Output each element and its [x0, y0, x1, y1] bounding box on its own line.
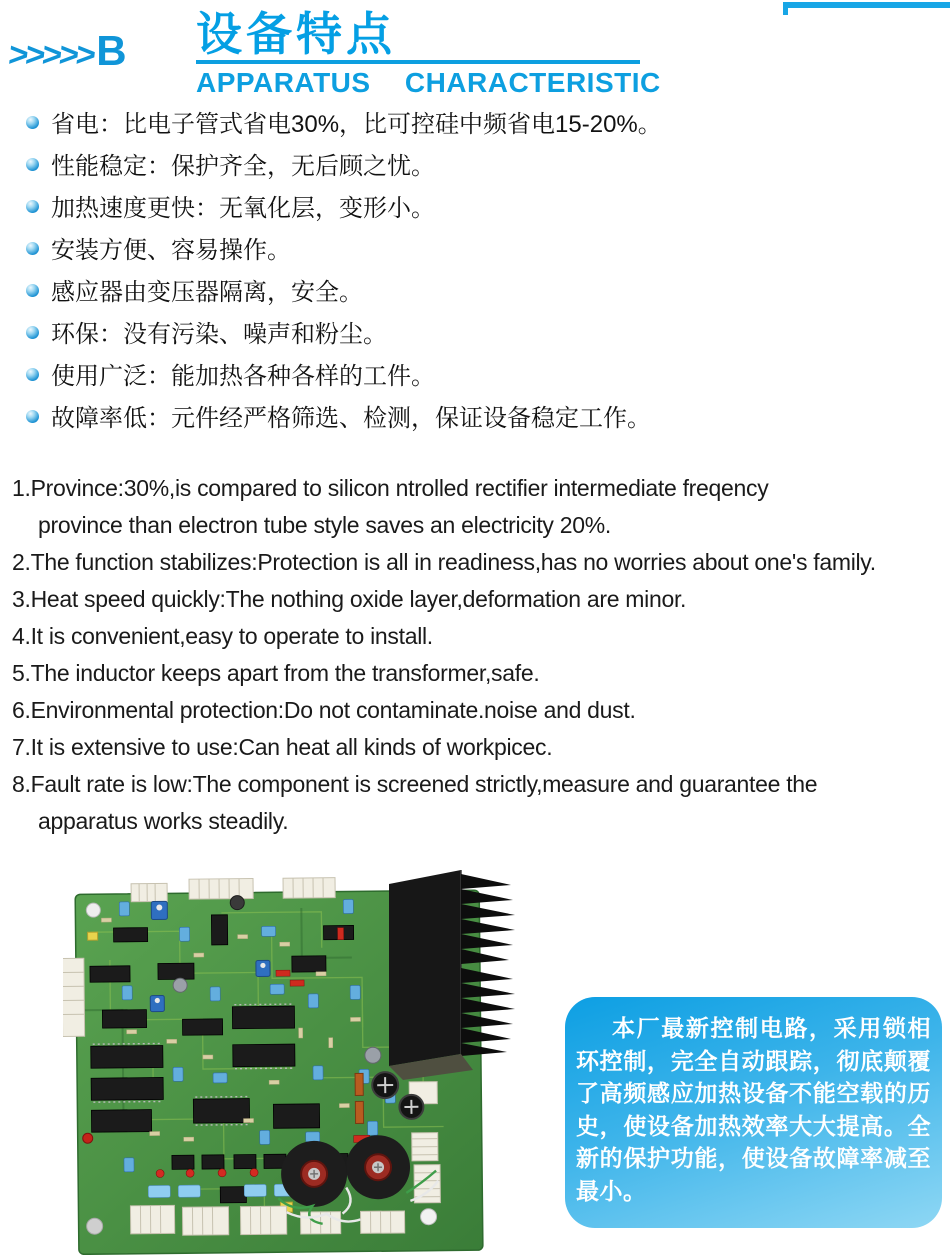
feature-text: 省电：比电子管式省电30%，比可控硅中频省电15-20%。	[51, 110, 662, 138]
english-feature-line: 3.Heat speed quickly:The nothing oxide layer,deformation are minor.	[12, 586, 687, 612]
sphere-bullet-icon	[26, 284, 39, 297]
feature-list-english	[12, 470, 946, 840]
sphere-bullet-icon	[26, 200, 39, 213]
info-callout-box	[565, 997, 942, 1228]
feature-item	[26, 226, 926, 268]
info-callout-text: 本厂最新控制电路，采用锁相环控制，完全自动跟踪，彻底颠覆了高频感应加热设备不能空载的历史，使设备加热效率大大提高。全新的保护功能，使设备故障率减至最小。	[576, 1015, 931, 1204]
feature-text: 使用广泛：能加热各种各样的工件。	[51, 362, 435, 390]
feature-item	[26, 394, 926, 436]
section-marker	[6, 27, 127, 74]
feature-item	[26, 352, 926, 394]
sphere-bullet-icon	[26, 242, 39, 255]
feature-list-chinese	[26, 100, 926, 436]
sphere-bullet-icon	[26, 410, 39, 423]
feature-item	[26, 310, 926, 352]
english-feature-line: 6.Environmental protection:Do not contaminate.noise and dust.	[12, 697, 636, 723]
section-letter: B	[96, 27, 127, 74]
heatsink	[389, 870, 515, 1080]
english-feature-line: 1.Province:30%,is compared to silicon ntrolled rectifier intermediate freqency	[12, 475, 769, 501]
chevrons-icon: >>>>>	[6, 36, 95, 74]
feature-text: 感应器由变压器隔离，安全。	[51, 278, 363, 306]
top-right-accent-bar-stub	[783, 2, 788, 15]
english-feature-line: apparatus works steadily.	[38, 808, 289, 834]
english-feature-line: 2.The function stabilizes:Protection is all in readiness,has no worries about one's family.	[12, 549, 876, 575]
english-feature-line: 8.Fault rate is low:The component is screened strictly,measure and guarantee the	[12, 771, 818, 797]
page-title	[196, 8, 661, 99]
sphere-bullet-icon	[26, 116, 39, 129]
page-title-english: APPARATUS CHARACTERISTIC	[196, 67, 661, 99]
feature-text: 故障率低：元件经严格筛选、检测，保证设备稳定工作。	[51, 404, 651, 432]
sphere-bullet-icon	[26, 368, 39, 381]
english-feature-line: 7.It is extensive to use:Can heat all kinds of workpicec.	[12, 734, 553, 760]
english-feature-line: 4.It is convenient,easy to operate to install.	[12, 623, 433, 649]
feature-text: 安装方便、容易操作。	[51, 236, 291, 264]
top-right-accent-bar	[783, 2, 950, 8]
feature-item	[26, 100, 926, 142]
feature-item	[26, 184, 926, 226]
page-title-chinese: 设备特点	[196, 10, 640, 64]
english-feature-line: 5.The inductor keeps apart from the transformer,safe.	[12, 660, 540, 686]
circuit-board-photo	[63, 868, 547, 1255]
feature-item	[26, 268, 926, 310]
english-feature-line: province than electron tube style saves an electricity 20%.	[38, 512, 611, 538]
sphere-bullet-icon	[26, 326, 39, 339]
sphere-bullet-icon	[26, 158, 39, 171]
feature-text: 加热速度更快：无氧化层，变形小。	[51, 194, 435, 222]
feature-item	[26, 142, 926, 184]
feature-text: 环保：没有污染、噪声和粉尘。	[51, 320, 387, 348]
feature-text: 性能稳定：保护齐全，无后顾之忧。	[51, 152, 435, 180]
